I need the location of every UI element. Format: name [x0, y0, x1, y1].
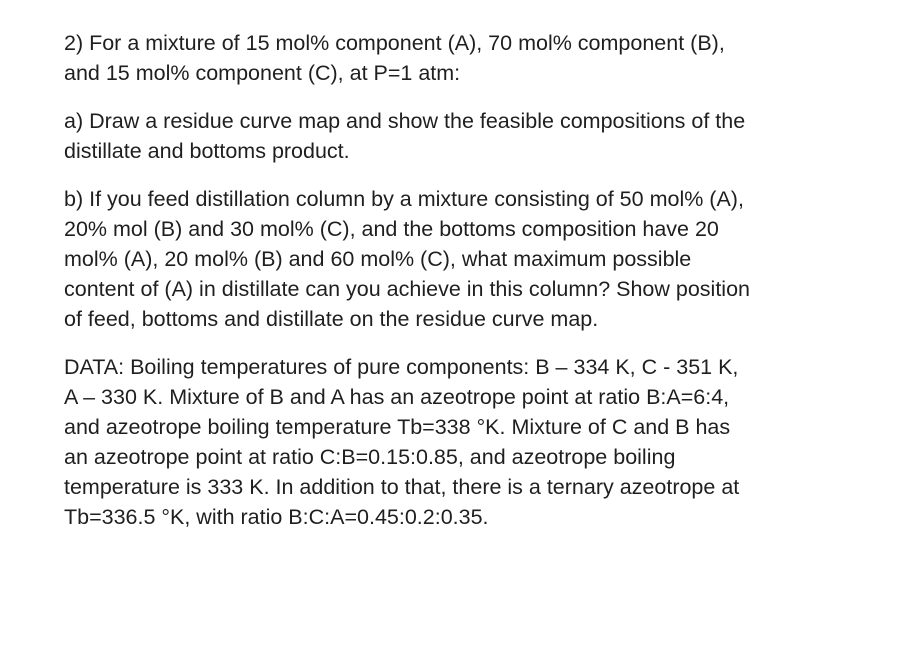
part-b-line: b) If you feed distillation column by a mixture consisting of 50 mol% (A),: [64, 187, 744, 211]
part-b-line: content of (A) in distillate can you achieve in this column? Show position: [64, 277, 750, 301]
problem-document: [64, 28, 864, 550]
problem-intro: [64, 28, 864, 88]
data-line: DATA: Boiling temperatures of pure components: B – 334 K, C - 351 K,: [64, 355, 739, 379]
intro-line: 2) For a mixture of 15 mol% component (A), 70 mol% component (B),: [64, 31, 725, 55]
data-line: an azeotrope point at ratio C:B=0.15:0.85, and azeotrope boiling: [64, 445, 676, 469]
data-line: and azeotrope boiling temperature Tb=338 °K. Mixture of C and B has: [64, 415, 731, 439]
part-a-question: [64, 106, 864, 166]
part-b-line: of feed, bottoms and distillate on the residue curve map.: [64, 307, 599, 331]
data-line: Tb=336.5 °K, with ratio B:C:A=0.45:0.2:0.35.: [64, 505, 489, 529]
part-b-question: [64, 184, 864, 334]
part-b-line: mol% (A), 20 mol% (B) and 60 mol% (C), what maximum possible: [64, 247, 692, 271]
part-a-line: distillate and bottoms product.: [64, 139, 350, 163]
part-b-line: 20% mol (B) and 30 mol% (C), and the bottoms composition have 20: [64, 217, 719, 241]
data-line: A – 330 K. Mixture of B and A has an azeotrope point at ratio B:A=6:4,: [64, 385, 730, 409]
intro-line: and 15 mol% component (C), at P=1 atm:: [64, 61, 461, 85]
data-line: temperature is 333 K. In addition to that, there is a ternary azeotrope at: [64, 475, 740, 499]
data-section: [64, 352, 864, 532]
part-a-line: a) Draw a residue curve map and show the feasible compositions of the: [64, 109, 746, 133]
